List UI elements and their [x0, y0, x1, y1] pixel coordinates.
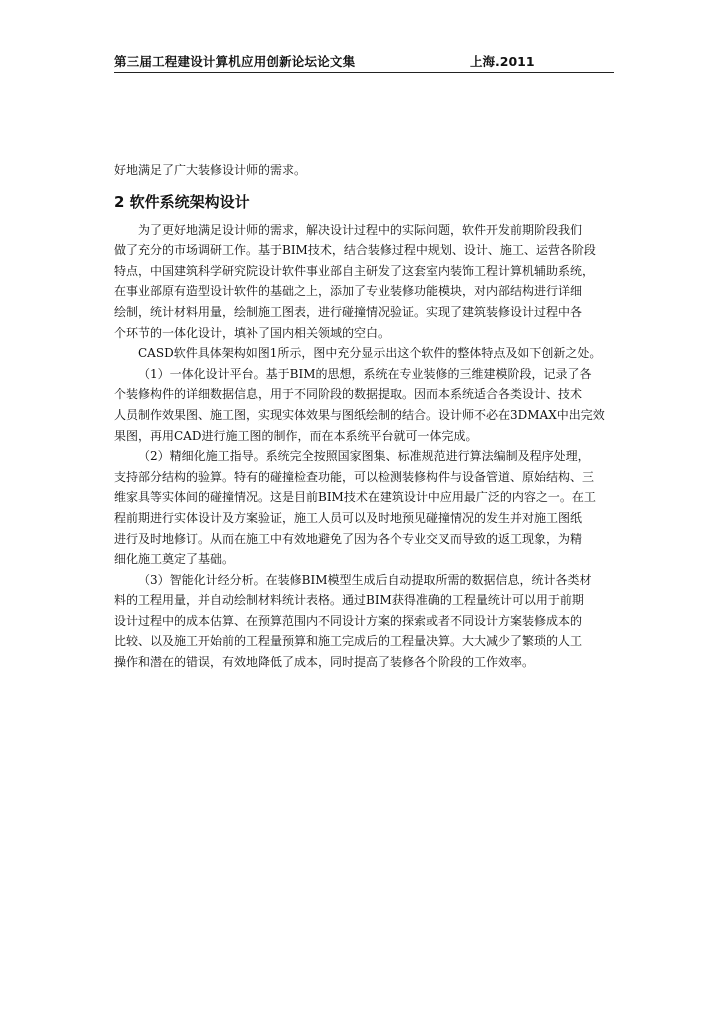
paragraph-line: （1）一体化设计平台。基于BIM的思想，系统在专业装修的三维建模阶段，记录了各 — [138, 366, 592, 381]
paragraph-line: 个装修构件的详细数据信息，用于不同阶段的数据提取。因而本系统适合各类设计、技术 — [114, 387, 583, 402]
paragraph-line: 特点，中国建筑科学研究院设计软件事业部自主研发了这套室内装饰工程计算机辅助系统， — [114, 263, 595, 278]
page-body — [114, 160, 614, 673]
paragraph-line: 为了更好地满足设计师的需求，解决设计过程中的实际问题，软件开发前期阶段我们 — [138, 222, 583, 237]
paragraph-line: 人员制作效果图、施工图，实现实体效果与图纸绘制的结合。设计师不必在3DMAX中出完效 — [114, 407, 605, 422]
paragraph-cost-analysis — [114, 570, 614, 673]
paragraph-line: 维家具等实体间的碰撞情况。这是目前BIM技术在建筑设计中应用最广泛的内容之一。在工 — [114, 490, 596, 505]
paragraph-architecture-intro — [114, 220, 614, 344]
header-location-year: 上海.2011 — [470, 54, 535, 69]
running-header — [114, 52, 614, 73]
paragraph-integrated-platform — [114, 364, 614, 446]
section-heading: 2 软件系统架构设计 — [114, 192, 250, 211]
paragraph-line: 细化施工奠定了基础。 — [114, 552, 235, 567]
paragraph-line: 料的工程用量，并自动绘制材料统计表格。通过BIM获得准确的工程量统计可以用于前期 — [114, 593, 584, 608]
paragraph-line: 支持部分结构的验算。特有的碰撞检查功能，可以检测装修构件与设备管道、原始结构、三 — [114, 469, 595, 484]
paragraph-line: 比较、以及施工开始前的工程量预算和施工完成后的工程量决算。大大减少了繁琐的人工 — [114, 634, 583, 649]
paragraph-line: 果图，再用CAD进行施工图的制作，而在本系统平台就可一体完成。 — [114, 428, 478, 443]
paragraph-line: 绘制，统计材料用量，绘制施工图表，进行碰撞情况验证。实现了建筑装修设计过程中各 — [114, 304, 583, 319]
paragraph-line: （2）精细化施工指导。系统完全按照国家图集、标准规范进行算法编制及程序处理， — [138, 449, 590, 464]
paragraph-line: 个环节的一体化设计，填补了国内相关领域的空白。 — [114, 325, 391, 340]
paragraph-line: 做了充分的市场调研工作。基于BIM技术，结合装修过程中规划、设计、施工、运营各阶段 — [114, 243, 596, 258]
paragraph-line: 进行及时地修订。从而在施工中有效地避免了因为各个专业交叉而导致的返工现象，为精 — [114, 531, 583, 546]
intro-line: 好地满足了广大装修设计师的需求。 — [114, 163, 307, 177]
paragraph-line: 操作和潜在的错误，有效地降低了成本，同时提高了装修各个阶段的工作效率。 — [114, 655, 535, 670]
header-title: 第三届工程建设计算机应用创新论坛论文集 — [114, 54, 356, 69]
paragraph-line: 在事业部原有造型设计软件的基础之上，添加了专业装修功能模块，对内部结构进行详细 — [114, 284, 583, 299]
paragraph-line: 设计过程中的成本估算、在预算范围内不同设计方案的探索或者不同设计方案装修成本的 — [114, 613, 583, 628]
paragraph-line: 程前期进行实体设计及方案验证，施工人员可以及时地预见碰撞情况的发生并对施工图纸 — [114, 510, 583, 525]
paragraph-line: CASD软件具体架构如图1所示，图中充分显示出这个软件的整体特点及如下创新之处。 — [138, 346, 602, 361]
paragraph-line: （3）智能化计经分析。在装修BIM模型生成后自动提取所需的数据信息，统计各类材 — [138, 572, 592, 587]
paragraph-construction-guidance — [114, 446, 614, 570]
paragraph-casd-architecture — [114, 343, 614, 364]
